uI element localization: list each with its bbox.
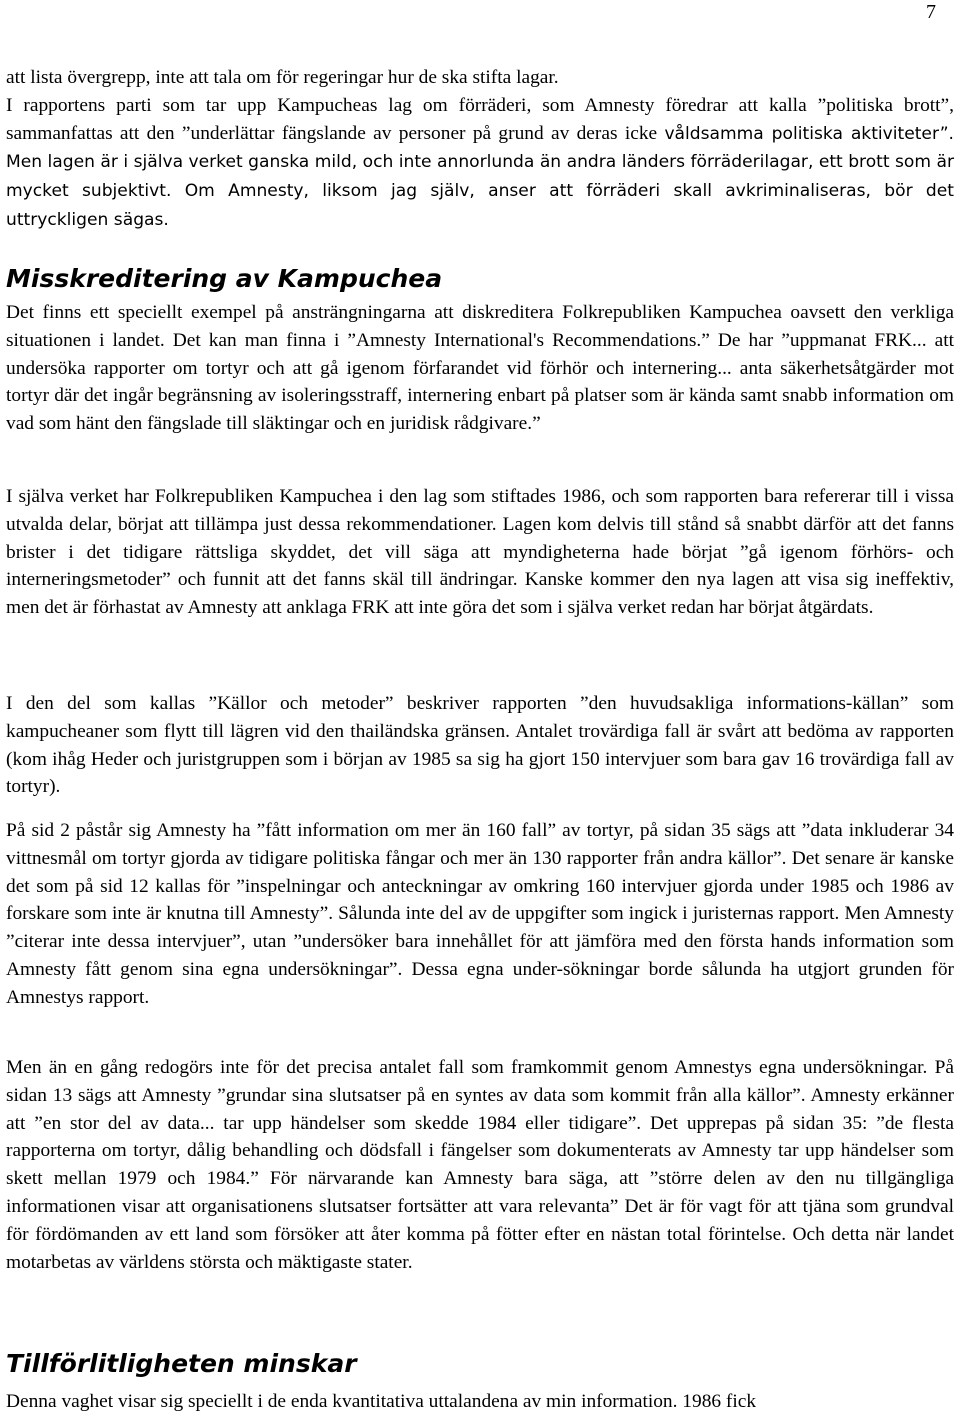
section-heading-misskreditering: Misskreditering av Kampuchea: [6, 264, 443, 293]
paragraph-sources-methods: I den del som kallas ”Källor och metoder” beskriver rapporten ”den huvudsakliga informations-källan” som kampucheaner som flytt till lägren vid den thailändska gränsen. Antalet trovärdiga fall är svårt att bedöma av rapporten (kom ihåg Heder och juristgruppen som i början av 1985 sa sig ha gjort 150 intervjuer som bara gav 16 trovärdiga fall av tortyr).: [6, 693, 954, 798]
treason-law-serif-text: I rapportens parti som tar upp Kampucheas lag om förräderi, som Amnesty föredrar att kalla ”politiska brott”, sammanfattas att den ”underlättar fängslande av personer på grund av deras icke: [6, 94, 954, 144]
treason-law-sans-text: våldsamma politiska aktiviteter”. Men lagen är i själva verket ganska mild, och inte annorlunda än andra länders förräderilagar, ett brott som är mycket subjektivt. Om Amnesty, liksom jag själv, anser att förräderi skall avkriminaliseras, bör det uttryckligen sägas.: [6, 123, 954, 230]
paragraph-vagueness: Denna vaghet visar sig speciellt i de enda kvantitativa uttalandena av min information. 1986 fick: [6, 1391, 757, 1412]
paragraph-1986-law: I själva verket har Folkrepubliken Kampuchea i den lag som stiftades 1986, och som rapporten bara refererar till i vissa utvalda delar, börjat att tillämpa just dessa rekommendationer. Lagen kom delvis till stånd så snabbt därför att det fanns brister i det tidigare rättsliga skyddet, det vill säga att myndigheterna hade börjat ”gå igenom förhörs- och interneringsmetoder” och funnit att det fanns skäl till ändringar. Kanske kommer den nya lagen att visa sig ineffektiv, men det är förhastat av Amnesty att anklaga FRK att inte göra det som i själva verket redan har börjat åtgärdats.: [6, 486, 954, 619]
section-heading-tillforlitlighet: Tillförlitligheten minskar: [6, 1349, 357, 1378]
paragraph-recommendations: Det finns ett speciellt exempel på ansträngningarna att diskreditera Folkrepubliken Kampuchea oavsett den verkliga situationen i landet. Det kan man finna i ”Amnesty International's Recommendations.” De har ”uppmanat FRK... att undersöka rapporter om tortyr och att gå igenom förfarandet vid förhör och internering... anta säkerhetsåtgärder mot tortyr där det ingår begränsning av isoleringsstraff, internering enbart på platser som är kända samt snabb information om vad som hänt den fängslade till släktingar och en juridisk rådgivare.”: [6, 302, 954, 435]
treason-law-paragraph: [6, 92, 954, 235]
opening-line: att lista övergrepp, inte att tala om för regeringar hur de ska stifta lagar.: [6, 67, 559, 88]
paragraph-case-counts: På sid 2 påstår sig Amnesty ha ”fått information om mer än 160 fall” av tortyr, på sidan 35 sägs att ”data inkluderar 34 vittnesmål om tortyr gjorda av tidigare politiska fångar och mer än 130 rapporter från andra källor”. Det senare är kanske det som på sid 12 kallas för ”inspelningar och anteckningar av omkring 160 intervjuer gjorda under 1985 och 1986 av forskare som inte är knutna till Amnesty”. Sålunda inte del av de uppgifter som ingick i juristernas rapport. Men Amnesty ”citerar inte dessa intervjuer”, utan ”undersöker bara innehållet för att jämföra med den första hands information som Amnesty fått genom sina egna undersökningar”. Dessa egna under-sökningar borde sålunda ha utgjort grunden för Amnestys rapport.: [6, 820, 954, 1008]
paragraph-own-investigations: Men än en gång redogörs inte för det precisa antalet fall som framkommit genom Amnestys egna undersökningar. På sidan 13 sägs att Amnesty ”grundar sina slutsatser på en syntes av data som kommit från alla källor”. Amnesty erkänner att ”en stor del av data... tar upp händelser som skedde 1984 eller tidigare”. Det upprepas på sidan 35: ”de flesta rapporterna om tortyr, dålig behandling och dödsfall i fängelser som dokumenterats av Amnesty tar upp händelser som skett mellan 1979 och 1984.” För närvarande kan Amnesty bara säga, att ”större delen av den nu tillgängliga informationen visar att organisationens slutsatser fortsätter att vara relevanta” Det är för vagt för att tjäna som grundval för fördömanden av ett land som försöker att åter komma på fötter efter en nästan total förintelse. Och detta när landet motarbetas av världens största och mäktigaste stater.: [6, 1057, 954, 1273]
opening-text-block: [6, 64, 954, 235]
page-number: 7: [926, 1, 936, 23]
